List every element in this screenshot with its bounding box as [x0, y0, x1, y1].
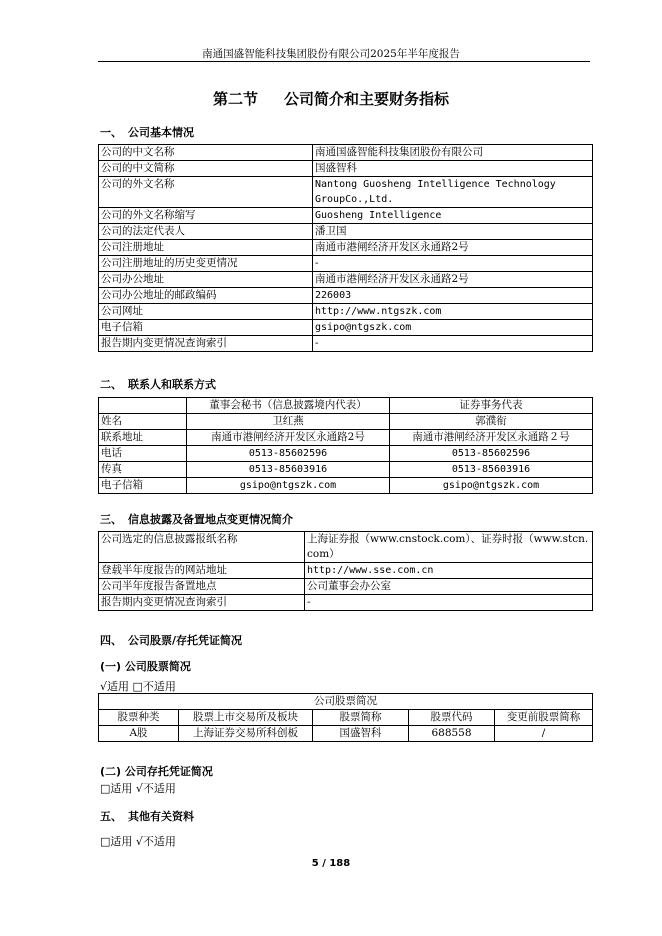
table-row [99, 240, 593, 256]
stock-header-row [99, 710, 593, 726]
field-label: 公司办公地址的邮政编码 [99, 288, 313, 304]
table-row [99, 256, 593, 272]
field-label: 公司的法定代表人 [99, 224, 313, 240]
field-label: 联系地址 [99, 430, 187, 446]
heading-contacts: 二、 联系人和联系方式 [100, 378, 216, 391]
field-label: 公司注册地址的历史变更情况 [99, 256, 313, 272]
secretary-value: 0513-85602596 [187, 446, 390, 462]
stock-cell: / [495, 726, 593, 742]
table-row [99, 272, 593, 288]
secretary-value: gsipo@ntgszk.com [187, 478, 390, 494]
field-value: 226003 [313, 288, 593, 304]
representative-value: 南通市港闸经济开发区永通路２号 [390, 430, 593, 446]
representative-value: 0513-85603916 [390, 462, 593, 478]
field-label: 姓名 [99, 414, 187, 430]
column-header: 股票上市交易所及板块 [179, 710, 313, 726]
table-row [99, 224, 593, 240]
field-label: 报告期内变更情况查询索引 [99, 336, 313, 352]
field-value: http://www.sse.com.cn [305, 563, 593, 579]
table-row [99, 579, 593, 595]
stock-cell: A股 [99, 726, 179, 742]
field-value: 公司董事会办公室 [305, 579, 593, 595]
heading-stock: 四、 公司股票/存托凭证简况 [100, 634, 243, 647]
table-row [99, 288, 593, 304]
field-value: http://www.ntgszk.com [313, 304, 593, 320]
field-label: 公司办公地址 [99, 272, 313, 288]
field-value: Guosheng Intelligence [313, 208, 593, 224]
page-header: 南通国盛智能科技集团股份有限公司2025年半年度报告 [202, 48, 460, 60]
field-value: - [313, 336, 593, 352]
contacts-table [98, 397, 593, 494]
field-value: 南通市港闸经济开发区永通路2号 [313, 272, 593, 288]
table-row [99, 462, 593, 478]
field-label: 公司半年度报告备置地点 [99, 579, 305, 595]
company-basic-info-table [98, 144, 593, 352]
section-name: 公司简介和主要财务指标 [284, 90, 450, 108]
secretary-value: 0513-85603916 [187, 462, 390, 478]
secretary-value: 卫红燕 [187, 414, 390, 430]
heading-disclosure: 三、 信息披露及备置地点变更情况简介 [100, 513, 293, 526]
representative-value: 0513-85602596 [390, 446, 593, 462]
field-label: 登载半年度报告的网站地址 [99, 563, 305, 579]
field-label: 电话 [99, 446, 187, 462]
stock-table-title: 公司股票简况 [99, 694, 593, 710]
table-row [99, 161, 593, 177]
table-row [99, 478, 593, 494]
table-row [99, 430, 593, 446]
field-label: 公司的中文名称 [99, 145, 313, 161]
field-label: 公司注册地址 [99, 240, 313, 256]
table-row [99, 446, 593, 462]
stock-applicable-option: √适用 □不适用 [100, 680, 176, 693]
col-securities-rep: 证券事务代表 [390, 398, 593, 414]
stock-cell: 国盛智科 [313, 726, 409, 742]
section-number: 第二节 [212, 90, 258, 108]
corner-cell [99, 398, 187, 414]
table-row [99, 595, 593, 611]
table-row [99, 563, 593, 579]
field-value: 国盛智科 [313, 161, 593, 177]
other-info-applicable-option: □适用 √不适用 [100, 835, 176, 848]
table-row [99, 414, 593, 430]
heading-other-info: 五、 其他有关资料 [100, 810, 194, 823]
field-value: 南通国盛智能科技集团股份有限公司 [313, 145, 593, 161]
stock-table [98, 693, 593, 742]
table-row [99, 177, 593, 208]
col-board-secretary: 董事会秘书（信息披露境内代表） [187, 398, 390, 414]
stock-cell: 上海证券交易所科创板 [179, 726, 313, 742]
column-header: 股票简称 [313, 710, 409, 726]
column-header: 变更前股票简称 [495, 710, 593, 726]
subheading-depositary: (二) 公司存托凭证简况 [100, 765, 213, 778]
heading-company-basic-info: 一、 公司基本情况 [100, 126, 194, 139]
field-label: 电子信箱 [99, 320, 313, 336]
table-row [99, 336, 593, 352]
field-label: 公司的外文名称缩写 [99, 208, 313, 224]
field-value: 上海证券报（www.cnstock.com）、证券时报（www.stcn.com） [305, 532, 593, 563]
column-header: 股票代码 [409, 710, 495, 726]
depositary-applicable-option: □适用 √不适用 [100, 782, 176, 795]
column-header: 股票种类 [99, 710, 179, 726]
field-value: - [305, 595, 593, 611]
secretary-value: 南通市港闸经济开发区永通路2号 [187, 430, 390, 446]
representative-value: 郭濮衔 [390, 414, 593, 430]
field-label: 公司的外文名称 [99, 177, 313, 208]
field-value: Nantong Guosheng Intelligence Technology GroupCo.,Ltd. [313, 177, 593, 208]
field-value: gsipo@ntgszk.com [313, 320, 593, 336]
field-label: 报告期内变更情况查询索引 [99, 595, 305, 611]
field-value: 潘卫国 [313, 224, 593, 240]
section-title [0, 88, 662, 109]
table-row [99, 320, 593, 336]
table-row [99, 726, 593, 742]
header-divider [98, 61, 590, 62]
table-row [99, 208, 593, 224]
subheading-stock-overview: (一) 公司股票简况 [100, 660, 191, 673]
field-value: 南通市港闸经济开发区永通路2号 [313, 240, 593, 256]
stock-cell: 688558 [409, 726, 495, 742]
field-value: - [313, 256, 593, 272]
table-row [99, 145, 593, 161]
table-row [99, 532, 593, 563]
field-label: 公司的中文简称 [99, 161, 313, 177]
representative-value: gsipo@ntgszk.com [390, 478, 593, 494]
page-number: 5 / 188 [311, 858, 351, 869]
disclosure-table [98, 531, 593, 611]
field-label: 公司选定的信息披露报纸名称 [99, 532, 305, 563]
field-label: 传真 [99, 462, 187, 478]
field-label: 电子信箱 [99, 478, 187, 494]
field-label: 公司网址 [99, 304, 313, 320]
table-row [99, 304, 593, 320]
